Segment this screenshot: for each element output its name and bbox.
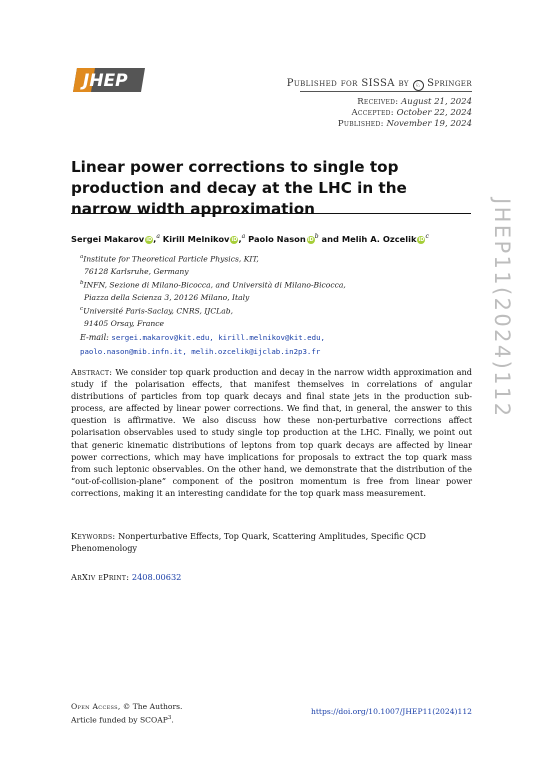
logo-text: JHEP — [83, 71, 128, 91]
author-name: Paolo Nason — [248, 233, 306, 244]
open-access-label: Open Access — [71, 702, 118, 711]
arxiv-heading: ArXiv ePrint: — [71, 572, 130, 582]
doi-link[interactable]: https://doi.org/10.1007/JHEP11(2024)112 — [310, 707, 472, 716]
author-name: Sergei Makarov — [71, 233, 145, 244]
keywords-text: Nonperturbative Effects, Top Quark, Scattering Amplitudes, Specific QCD Phenomenology — [71, 531, 426, 554]
paper-title: Linear power corrections to single top production and decay at the LHC in the narrow width approximation — [71, 158, 407, 218]
abstract-text: We consider top quark production and decay in the narrow width approximation and study if the polarisation effects, that manifest themselves in correlations of angular distributions of particles from top quark decays and final state jets in the production sub-process, are affected by linear power corrections. We find that, in general, the answer to this question is affirmative. We also discuss how these non-perturbative corrections affect polarisation observables used to study single top production at the LHC. Finally, we point out that generic kinematic distributions of leptons from top quark decays are affected by linear power corrections, which may have implications for proposals to extract the top quark mass from such leptonic observables. On the other hand, we demonstrate that the distribution of the “out-of-collision-plane” component of the positron momentum is free from linear power corrections, making it an interesting candidate for the top quark mass measurement. — [71, 367, 473, 498]
affiliation-mark: a — [156, 233, 160, 240]
affiliation-a: $^a$Institute for Theoretical Particle Physics, KIT, 76128 Karlsruhe, Germany — [80, 254, 259, 276]
affiliation-mark: c — [425, 233, 429, 240]
affiliation-b: $^b$INFN, Sezione di Milano-Bicocca, and Università di Milano-Bicocca, Piazza della Scienza 3, 20126 Milano, Italy — [80, 280, 346, 302]
dates-block — [300, 97, 472, 130]
header-rule — [300, 91, 472, 92]
title-rule — [71, 213, 471, 214]
footer-license: Open Access, © The Authors. Article funded by SCOAP$^3$. — [71, 702, 183, 725]
date-published: Published: November 19, 2024 — [337, 119, 472, 129]
abstract — [71, 366, 472, 499]
date-received: Received: August 21, 2024 — [357, 97, 472, 107]
orcid-icon[interactable]: iD — [231, 236, 238, 243]
orcid-icon[interactable]: iD — [307, 236, 314, 243]
email-block — [80, 331, 325, 359]
publisher-icon: ♘ — [413, 80, 424, 91]
email-links[interactable]: paolo.nason@mib.infn.it, melih.ozcelik@ijclab.in2p3.fr — [80, 347, 321, 356]
author-list: Sergei Makarov iD,$^a$ Kirill Melnikov iD,$^a$ Paolo Nason $iD^b$ and Melih A. Ozcelik $iD^c$ — [71, 233, 429, 244]
side-journal-id: JHEP11(2024)112 — [490, 198, 514, 419]
keywords-heading: Keywords: — [71, 531, 116, 541]
published-for-label: Published for SISSA by — [286, 78, 409, 89]
affiliation-c: $^c$Université Paris-Saclay, CNRS, IJCLab, 91405 Orsay, France — [80, 306, 234, 328]
date-accepted: Accepted: October 22, 2024 — [351, 108, 472, 118]
affiliation-mark: b — [314, 233, 319, 240]
arxiv-eprint — [71, 572, 181, 582]
abstract-heading: Abstract: — [71, 367, 113, 377]
jhep-logo — [71, 66, 151, 94]
orcid-icon[interactable]: iD — [146, 236, 153, 243]
orcid-icon[interactable]: iD — [418, 236, 425, 243]
publisher-name: Springer — [427, 78, 472, 89]
keywords — [71, 530, 472, 554]
affiliation-mark: a — [241, 233, 246, 240]
author-name: Kirill Melnikov — [162, 233, 230, 244]
email-label: E-mail: — [80, 333, 109, 342]
email-links[interactable]: sergei.makarov@kit.edu, kirill.melnikov@kit.edu, — [111, 333, 325, 342]
published-line — [220, 78, 472, 91]
author-name: Melih A. Ozcelik — [341, 233, 417, 244]
arxiv-link[interactable]: 2408.00632 — [131, 572, 182, 582]
